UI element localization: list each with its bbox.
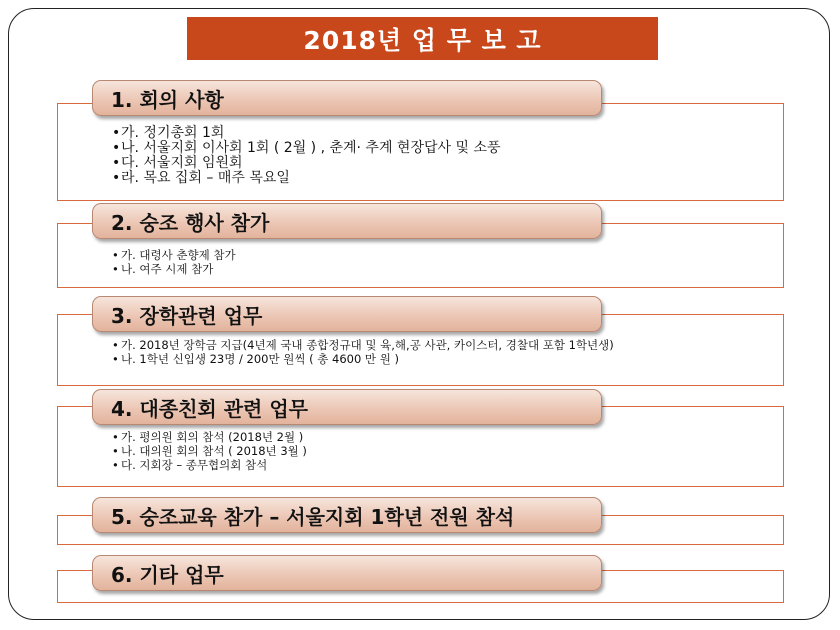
list-item: • 라. 목요 집회 – 매주 목요일 xyxy=(112,171,501,186)
list-item: • 다. 지회장 – 종무협의회 참석 xyxy=(112,458,307,472)
section-2-heading: 2. 숭조 행사 참가 xyxy=(92,203,602,239)
list-item: • 나. 여주 시제 참가 xyxy=(112,262,236,276)
section-1-list xyxy=(112,126,501,186)
section-1-heading: 1. 회의 사항 xyxy=(92,80,602,116)
list-item: • 가. 2018년 장학금 지급(4년제 국내 종합정규대 및 육,해,공 사관, 카이스터, 경찰대 포함 1학년생) xyxy=(112,338,614,352)
section-3-heading: 3. 장학관련 업무 xyxy=(92,296,602,332)
list-item: • 나. 대의원 회의 참석 ( 2018년 3월 ) xyxy=(112,444,307,458)
section-4-heading: 4. 대종친회 관련 업무 xyxy=(92,389,602,425)
section-3-list xyxy=(112,338,614,366)
page-title: 2018년 업 무 보 고 xyxy=(187,17,658,60)
list-item: • 다. 서울지회 임원회 xyxy=(112,156,501,171)
section-6-heading: 6. 기타 업무 xyxy=(92,555,602,591)
list-item: • 가. 대령사 춘향제 참가 xyxy=(112,248,236,262)
section-2-list xyxy=(112,248,236,276)
list-item: • 나. 1학년 신입생 23명 / 200만 원씩 ( 총 4600 만 원 ) xyxy=(112,352,614,366)
list-item: • 가. 평의원 회의 참석 (2018년 2월 ) xyxy=(112,430,307,444)
list-item: • 나. 서울지회 이사회 1회 ( 2월 ) , 춘계· 추계 현장답사 및 소풍 xyxy=(112,141,501,156)
section-5-heading: 5. 숭조교육 참가 – 서울지회 1학년 전원 참석 xyxy=(92,497,602,533)
list-item: • 가. 정기총회 1회 xyxy=(112,126,501,141)
section-4-list xyxy=(112,430,307,472)
